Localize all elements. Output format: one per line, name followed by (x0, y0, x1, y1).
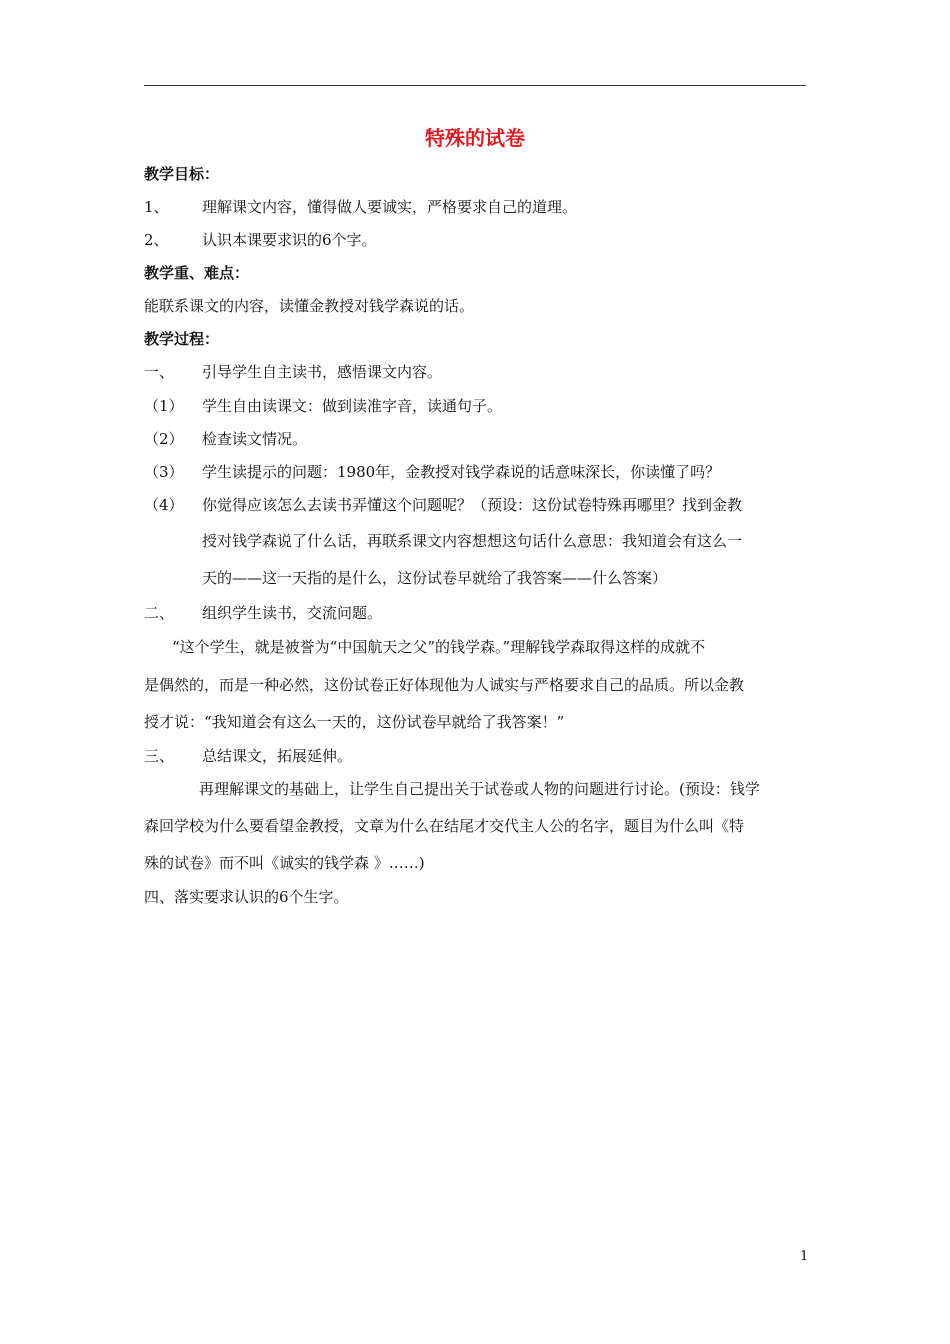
sub-text-line: 你觉得应该怎么去读书弄懂这个问题呢？（预设：这份试卷特殊再哪里？找到金教 (202, 496, 743, 514)
paragraph-line: 授才说：“我知道会有这么一天的，这份试卷早就给了我答案！” (144, 713, 565, 731)
section-heading-process: 教学过程： (144, 330, 220, 348)
paragraph-line: 森回学校为什么要看望金教授，文章为什么在结尾才交代主人公的名字，题目为什么叫《特 (144, 817, 745, 835)
keypoints-text: 能联系课文的内容，读懂金教授对钱学森说的话。 (144, 297, 475, 315)
sub-number: （2） (144, 430, 184, 448)
sub-number: （1） (144, 397, 184, 415)
paragraph-line: “这个学生，就是被誉为“中国航天之父”的钱学森。”理解钱学森取得这样的成就不 (172, 638, 706, 656)
sub-number: （3） (144, 463, 184, 481)
step-number: 三、 (144, 747, 175, 765)
paragraph-line: 殊的试卷》而不叫《诚实的钱学森 》……) (144, 854, 425, 872)
sub-item (144, 395, 503, 417)
sub-item (144, 428, 308, 450)
section-heading-keypoints: 教学重、难点： (144, 264, 250, 282)
sub-text: 学生读提示的问题：1980年，金教授对钱学森说的话意味深长，你读懂了吗？ (202, 463, 721, 481)
step-number: 一、 (144, 363, 175, 381)
step-text: 总结课文，拓展延伸。 (202, 747, 353, 765)
step-text: 引导学生自主读书，感悟课文内容。 (202, 363, 443, 381)
process-step (144, 745, 353, 767)
sub-text-line: 授对钱学森说了什么话，再联系课文内容想想这句话什么意思：我知道会有这么一 (202, 532, 743, 550)
sub-text-line: 天的——这一天指的是什么，这份试卷早就给了我答案——什么答案） (202, 569, 668, 587)
item-number: 1、 (144, 198, 169, 216)
paragraph-line: 是偶然的，而是一种必然，这份试卷正好体现他为人诚实与严格要求自己的品质。所以金教 (144, 676, 745, 694)
page-number: 1 (800, 1249, 809, 1264)
section-heading-objectives: 教学目标： (144, 165, 220, 183)
step-number: 二、 (144, 604, 175, 622)
sub-text: 检查读文情况。 (202, 430, 308, 448)
objective-item (144, 196, 578, 218)
item-number: 2、 (144, 231, 169, 249)
sub-item (144, 461, 721, 483)
paragraph-line: 再理解课文的基础上，让学生自己提出关于试卷或人物的问题进行讨论。(预设：钱学 (199, 780, 760, 798)
process-step (144, 361, 443, 383)
step-text: 组织学生读书，交流问题。 (202, 604, 383, 622)
item-text: 理解课文内容，懂得做人要诚实，严格要求自己的道理。 (202, 198, 578, 216)
sub-number: （4） (144, 496, 184, 514)
sub-item (144, 494, 743, 516)
sub-text: 学生自由读课文：做到读准字音，读通句子。 (202, 397, 503, 415)
objective-item (144, 229, 377, 251)
header-rule (144, 85, 806, 86)
process-step-final: 四、落实要求认识的6个生字。 (144, 888, 349, 906)
item-text: 认识本课要求识的6个字。 (202, 231, 377, 249)
process-step (144, 602, 383, 624)
document-title: 特殊的试卷 (425, 126, 525, 150)
